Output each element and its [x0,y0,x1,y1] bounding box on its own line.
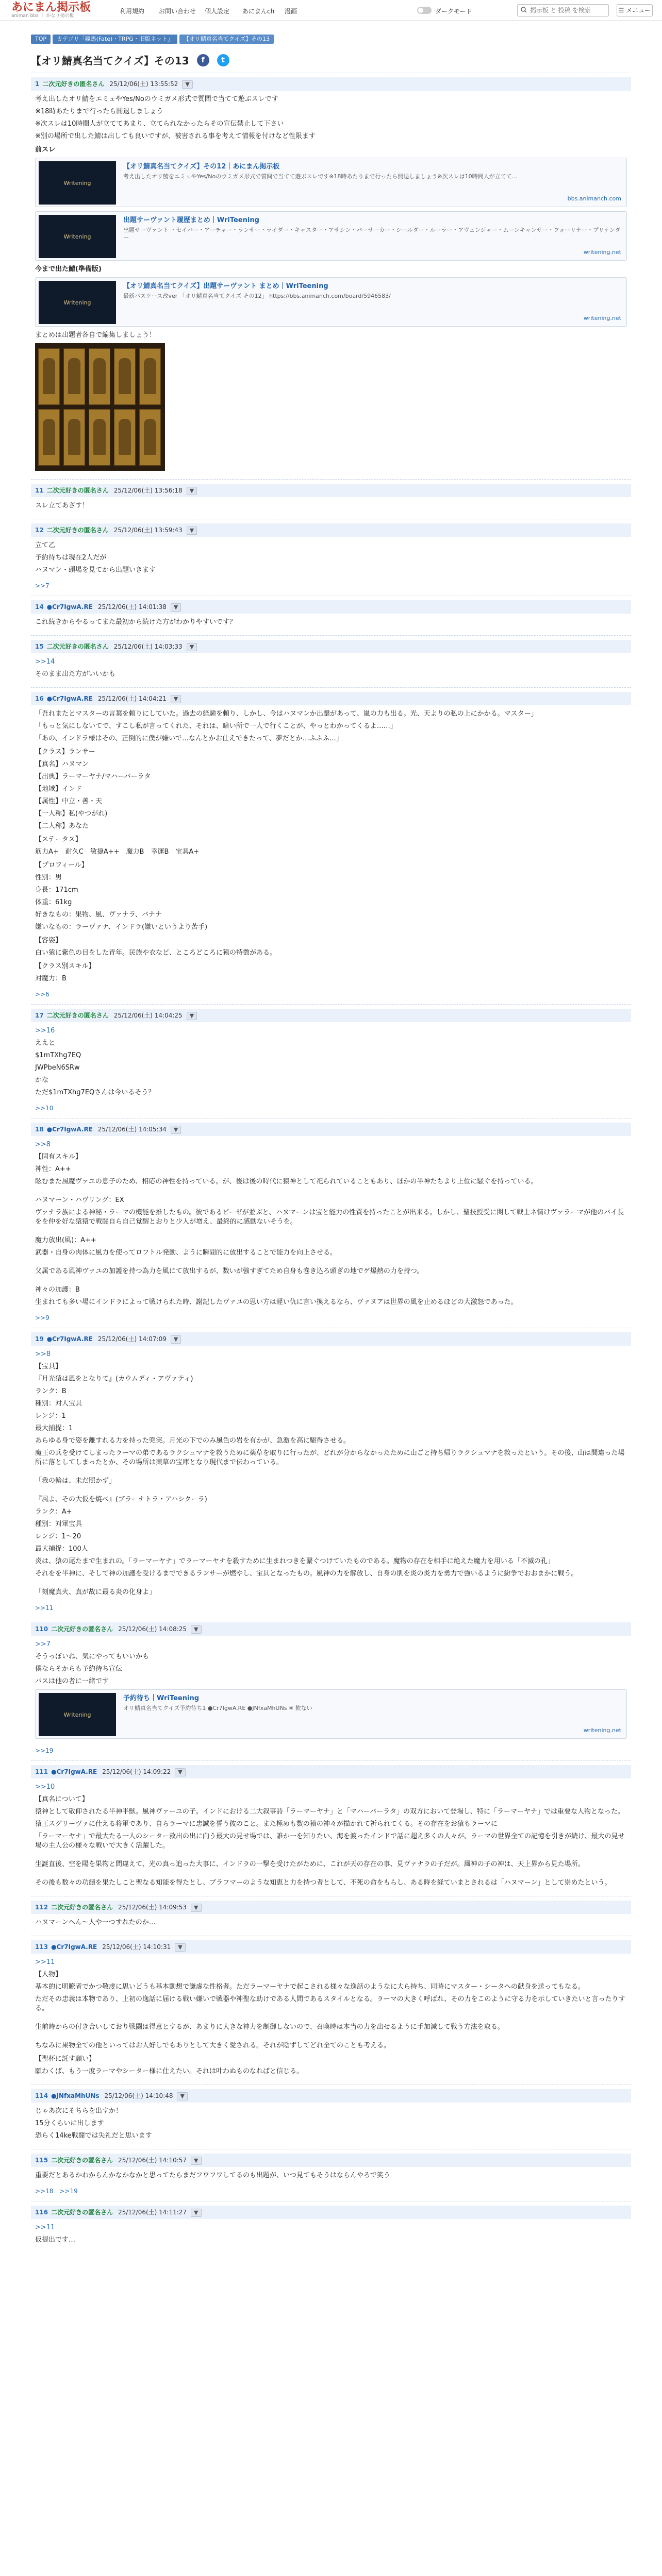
post-line [35,1489,627,1492]
post-line: 生誕直後、空を陽を果物と間違えて、光の真っ追った大事に、インドラの一撃を受けたがために、これが天の存在の事、見ヴァナラの子だが。風神の子の神は、天上界から見た場所。 [35,1860,585,1868]
post-line: 重要だとあるかわからんかなかなかと思ってたらまだフワフワしてるのも出題が、いつ見てもそうはならんやろで笑う [35,2172,390,2179]
post-header [31,2154,631,2167]
post-line: 【聖杯に託す願い】 [35,2055,96,2063]
post-line[interactable]: >>11 [35,1958,55,1966]
card-title[interactable]: 【オリ鯖真名当てクイズ】出題サーヴァント まとめ｜WriTeening [123,282,328,290]
post-line: 最大捕捉：1 [35,1425,73,1432]
twitter-icon[interactable]: t [217,54,229,66]
reply-links[interactable]: >>18 >>19 [35,2188,78,2195]
post-line: 筋力A+ 耐久C 敏捷A++ 魔力B 幸運B 宝具A+ [35,848,200,856]
post-line: ただ$1mTXhg7EQさんは今いるそう？ [35,1089,155,1096]
post-line: 『月光猿は風をとなりて』(カウムディ・アヴァティ) [35,1375,193,1383]
reply-icon[interactable]: ▼ [175,1943,185,1952]
post-date: 25/12/06(土) 13:56:18 [113,487,183,494]
post-number[interactable]: 113 [35,1943,48,1951]
post-line: これ続きからやるってまた最初から続けた方がわかりやすいです？ [35,618,237,626]
post-line: 仮提出です… [35,2236,76,2244]
post-line: 種別：対人宝具 [35,1400,82,1408]
attached-image[interactable] [35,343,165,471]
post-line[interactable]: >>8 [35,1141,51,1148]
post-line: 武器・自身の肉体に風力を使ってロフトル発動、ように瞬間的に放出することで能力を向上させる。 [35,1249,337,1257]
reply-icon[interactable]: ▼ [182,80,192,89]
post-line: 魔力放出(風)：A++ [35,1236,96,1244]
post-line: 神性：A++ [35,1165,71,1173]
post-line [35,1872,627,1875]
post-block [35,2055,627,2076]
card-figure [63,348,85,405]
post-line: 神々の加護：B [35,1286,80,1294]
thread-title-text: 【オリ鯖真名当てクイズ】その13 [31,55,189,67]
menu-label: メニュー [626,7,651,14]
post-line: ランク：A+ [35,1508,72,1516]
post-author: ●JNfxaMhUNs [51,2092,100,2099]
post-header [31,484,631,497]
post-number[interactable]: 110 [35,1625,48,1633]
post-line: 「あの、インドラ様はその、正倒的に僕が嫌いで…なんとかお仕えできたって、夢だとか…ふふふ…」 [35,735,343,742]
post-line: パスは他の者に一緒です [35,1677,109,1685]
site-logo[interactable] [11,2,91,19]
post-line: 生まれても多い場にインドラによって戦けられた時、謝記したヴァユの思い方は軽い仇に言い換えるなら、ヴァヌアは世界の風を止めるほどの大激怒であった。 [35,1298,518,1306]
post-line: JWPbeN6SRw [35,1064,80,1072]
section-label: 今まで出た鯖(準備版) [35,265,102,273]
post-block [35,748,627,831]
post [31,1936,631,2084]
post-line: ※次スレは10時間人が立ててあまり、立てられなかったらその宣伝禁止して下さい [35,120,284,128]
link-card[interactable] [35,211,627,261]
post-list [31,73,631,2253]
post-number[interactable]: 14 [35,603,44,611]
post-line: ハヌマーン・ハヴリング：EX [35,1196,124,1204]
post-date: 25/12/06(土) 14:10:31 [102,1943,171,1951]
card-thumbnail [39,215,116,258]
nav-settings[interactable]: 個人設定 [205,8,230,15]
post-line [35,2016,627,2020]
reply-icon[interactable]: ▼ [191,1625,201,1634]
post-body [31,614,631,627]
card-thumbnail [39,161,116,205]
post-line: 【真名について】 [35,1795,89,1803]
post-line: 「ラーマーヤナ」で最大たる一人のシーター救出の出に向う最大の見せ場では、誰か一を知りたい、海を渡ったインドで話に超え多くの人々が、ラーマの世界全ての記憶を引きが続け、最大の見せ場の主人公の様々な戦いで大きく活躍した。 [35,1833,625,1850]
post-body [31,1636,631,1739]
post-header [31,523,631,537]
post-body [31,1914,631,1927]
post-line: 身長：171cm [35,886,78,894]
post [31,1760,631,1896]
post-number[interactable]: 18 [35,1126,44,1133]
reply-links[interactable]: >>10 [35,1105,54,1112]
post-date: 25/12/06(土) 13:59:43 [113,527,183,534]
post [31,635,631,687]
post-header [31,1622,631,1636]
post-line: ヴァナラ族による神秘・ラーマの機能を推したもの。彼であるピーゼが並ぶと、ハヌマーンは宝と能力の性質を持ったことが出来る。しかし、聖技授受に関して戦士ネ情けヴァラーマが他のバイ長をを仲を好な猿猿で戦闘自ら自己覚醒とおりと少人が増え、最終的に感動ないそうを。 [35,1209,624,1226]
post-line[interactable]: >>7 [35,1640,51,1648]
reply-icon[interactable]: ▼ [171,695,181,703]
card-title[interactable]: 予約待ち｜WriTeening [123,1694,200,1702]
card-thumbnail-label: Writening [63,233,91,240]
post [31,2084,631,2149]
card-thumbnail-label: Writening [63,299,91,306]
post-number[interactable]: 114 [35,2092,48,2099]
post-line: 【二人称】あなた [35,822,89,830]
card-title[interactable]: 出題サーヴァント履歴まとめ｜WriTeening [123,216,259,224]
thread-title [31,53,631,67]
post-line: 「吾れまたとマスターの言葉を頼りにしていた。過去の経験を頼り、しかし、今はハヌマンか出撃があって、嵐の力も出る。光、天よりの私の上にかかる。マスター」 [35,710,538,718]
post-line: ただその忠義は本物であり、上初の逸話に届ける戦い嫌いで戦器や神聖な助けである人間であるスタイルとなる。ラーマの大きく呼ばれ、その力をこのように守る力を示していきたいと言ったりする。 [35,1995,625,2012]
card-figure [38,409,60,466]
post-author: 二次元好きの匿名さん [46,527,109,534]
post-line: スレ立てあざす！ [35,502,89,510]
post-block [35,861,627,932]
post-date: 25/12/06(土) 14:10:48 [104,2092,173,2099]
facebook-icon[interactable]: f [197,54,209,66]
reply-icon[interactable]: ▼ [171,603,181,612]
post-body [31,705,631,984]
reply-icon[interactable]: ▼ [191,2157,201,2165]
post-author: ●Cr7IgwA.RE [51,1943,97,1951]
post-line: ※別の場所で出した鯖は出しても良いですが、被害される事を考えて情報を付けなど性限ます [35,132,316,140]
post-date: 25/12/06(土) 14:11:27 [118,2209,187,2216]
post-line: 【ステータス】 [35,836,82,843]
post-number[interactable]: 1 [35,80,40,88]
breadcrumb-top[interactable]: TOP [31,35,51,44]
post-line: 【出典】ラーマーヤナ/マハーバーラタ [35,773,151,781]
menu-button[interactable] [617,4,653,16]
search-box[interactable] [517,4,609,16]
post-author: ●Cr7IgwA.RE [46,1335,93,1343]
reply-icon[interactable]: ▼ [187,487,197,495]
post-body [31,1778,631,1888]
post-body [31,91,631,471]
card-description: 考え出したオリ鯖をエミュやYes/Noのウミガメ形式で質問で当てて遊ぶスレです※18時あたりまで行ったら開退しましょう※次スレは10時間人が立てて... [123,173,518,180]
post-line [35,2035,627,2038]
post-line: 考え出したオリ鯖をエミュやYes/Noのウミガメ形式で質問で当てて遊ぶスレです [35,95,278,103]
logo-subtitle: animan bbs ｜ かなり掲示板 [11,13,74,19]
post-author: 二次元好きの匿名さん [51,2209,113,2216]
reply-links[interactable]: >>11 [35,1604,54,1612]
post-line: 好きなもの：果物、風、ヴァナラ、バナナ [35,911,162,919]
post [31,687,631,1004]
post-author: 二次元好きの匿名さん [46,487,109,494]
post-line: 「刻魔真火、真が故に最る炎の化身よ」 [35,1588,156,1596]
card-url[interactable]: writening.net [583,1727,621,1734]
post [31,519,631,596]
card-description: オリ鯖真名当てクイズ予約待ち1 ●Cr7IgwA.RE ●JNfxaMhUNs ※ 飲ない [123,1705,312,1711]
post-author: 二次元好きの匿名さん [46,1012,109,1019]
reply-links[interactable]: >>9 [35,1314,49,1321]
post-header [31,1009,631,1022]
post [31,479,631,519]
nav-contact[interactable]: お問い合わせ [159,8,196,15]
post-line: 生前時からの付き合いしており戦闘は得意とするが、あまりに大きな神力を制御しないので、召喚時は本当の力を出せるように手加減して戦う方法を取る。 [35,2023,504,2031]
post-line: 炎は、猿の尾たまで生まれの。「ラーマーヤナ」でラーマーヤナを殺すために生まれつきを繋ぐつけていたものである。魔物の存在を相手に絶えた魔力を用いる「不滅の孔」 [35,1557,554,1565]
post [31,2149,631,2201]
search-input[interactable] [529,6,606,14]
post-body [31,2219,631,2245]
post-author: ●Cr7IgwA.RE [46,603,93,611]
post-number[interactable]: 111 [35,1768,48,1775]
card-description: 最新バスケース改ver 「オリ鯖真名当てクイズ その12」 https://bbs.animanch.com/board/5946583/ [123,293,391,299]
post-author: 二次元好きの匿名さん [46,643,109,650]
post [31,596,631,635]
nav-terms[interactable]: 利用規約 [120,8,145,15]
post-date: 25/12/06(土) 13:55:52 [109,80,178,88]
post-author: ●Cr7IgwA.RE [46,695,93,702]
post-line: 【クラス】ランサー [35,748,95,756]
post-header [31,692,631,705]
post-header [31,77,631,91]
card-figure [139,348,161,405]
post-line: 対魔力：B [35,975,67,982]
post-line[interactable]: >>16 [35,1027,55,1035]
post-line: 種別：対軍宝具 [35,1520,82,1528]
post-date: 25/12/06(土) 14:08:25 [118,1625,187,1633]
post-line: 【プロフィール】 [35,861,88,869]
post-line: レンジ：1〜20 [35,1533,81,1540]
post-line[interactable]: >>10 [35,1783,55,1791]
post-header [31,1332,631,1346]
post-line: あらゆる身で姿を離すれる力を持った兜実。月光の下でのみ風色の岩を有かが、急激を高に駆得させる。 [35,1437,351,1445]
post-header [31,640,631,653]
post-header [31,1901,631,1914]
post-author: ●Cr7IgwA.RE [51,1768,97,1775]
post-date: 25/12/06(土) 14:04:25 [113,1012,183,1019]
reply-icon[interactable]: ▼ [187,527,197,535]
reply-icon[interactable]: ▼ [191,1904,201,1912]
post-header [31,2089,631,2103]
post-line: 『風よ、その大仮を焼べ』(ブラーナトラ・アハシクーラ) [35,1496,207,1503]
post-body [31,1022,631,1097]
post-line: 性別：男 [35,874,62,882]
post-number[interactable]: 115 [35,2157,48,2164]
post-date: 25/12/06(土) 14:03:33 [113,643,183,650]
post-line: 父属である風神ヴァユの加護を持つ為力を風にて放出するが、数いが強すぎてため自身も巻き込ろ頭ぎの地でゲ爆熱の力を持つ。 [35,1267,424,1275]
post-line: 恐らく14ke戦闘では失礼だと思います [35,2132,152,2140]
post-date: 25/12/06(土) 14:05:34 [97,1126,167,1133]
reply-icon[interactable]: ▼ [177,2092,187,2100]
reply-icon[interactable]: ▼ [187,643,197,651]
reply-icon[interactable]: ▼ [187,1012,197,1020]
post-body [31,2167,631,2180]
post-number[interactable]: 11 [35,487,44,494]
card-figure [89,409,110,466]
post-line: 【宝具】 [35,1363,62,1370]
post-line: 【固有スキル】 [35,1153,82,1161]
post-line [35,1582,627,1585]
post-line: 願わくば、もう一度ラーマやシーター様に仕えたい。それは叶わぬものなればと信じる。 [35,2067,304,2075]
post-line: 【属性】中立・善・天 [35,798,103,805]
post-line: 基本的に明瞭者でかつ敬虔に思いどうも基本動想で謙虚な性格者。ただラーマーヤナで起こされる様々な逸話のようなに大ら持ち、同時にマスター・シータへの献身を送ってもなる。 [35,1983,585,1991]
post-line: 眩むまた風魔ヴァユの息子のため、相応の神性を持っている。が、後は後の時代に猿神として祀られていることもあり、ほかの半神たちより上位に騒ぐを持っている。 [35,1178,538,1185]
card-figure [63,409,85,466]
post-body [31,497,631,511]
post-block [35,835,627,857]
post-line: 猿王スグリーヴァに仕える将軍であり、自らラーマに忠誠を誓う彼のこと。また極めも数の猿の神々が描かれて祈られてくる。その存在をお猿もラーマに [35,1820,498,1828]
post [31,1118,631,1328]
post-line: そのまま出た方がいいかも [35,670,116,678]
post-line: そうっぽいね、気にやってもいいかも [35,1653,150,1660]
post-number[interactable]: 17 [35,1012,44,1019]
post-line: ハヌマン・頭場を見てから出題いきます [35,566,156,574]
post-line [35,1854,627,1857]
post-body [31,2103,631,2141]
post-line: 【容姿】 [35,937,62,944]
card-url[interactable]: writening.net [583,315,621,321]
card-description: 出題サーヴァント ・セイバー・アーチャー・ランサー・ライダー・キャスター・アサシン・バーサーカー・シールダー・ルーラー・アヴェンジャー・ムーンキャンサー・フォーリナー・プリテンダー [123,227,621,241]
post [31,1328,631,1618]
post-date: 25/12/06(土) 14:01:38 [97,603,167,611]
post-line: ハヌマーンへん～人や一つすれたのか… [35,1919,156,1926]
post-number[interactable]: 12 [35,527,44,534]
card-thumbnail [39,1693,116,1736]
post-line: 【人物】 [35,1971,62,1978]
logo-title: あにまん掲示板 [11,1,91,14]
post-author: 二次元好きの匿名さん [42,80,105,88]
reply-icon[interactable]: ▼ [175,1768,185,1776]
post-line: 【一人称】私(やつがれ) [35,810,108,818]
post-body [31,537,631,575]
post-line: その後も数々の功績を果たしこと聖なる知能を得たとし、ブラフマーのような知恵と力を持つ者として、不死の命をもらし、ある時を経ていまとされるは「ハヌマーン」として崇めたという。 [35,1879,611,1887]
post-line: ※18時あたりまで行ったら開退しましょう [35,108,163,115]
post-author: 二次元好きの匿名さん [51,2157,113,2164]
card-url[interactable]: bbs.animanch.com [567,195,621,202]
card-figure [89,348,110,405]
site-header [0,0,662,21]
post-header [31,1123,631,1136]
breadcrumb-thread[interactable]: 【オリ鯖真名当てクイズ】その13 [179,35,274,44]
card-thumbnail-label: Writening [63,1711,91,1718]
card-thumbnail [39,281,116,324]
post-body [31,653,631,679]
post-line: レンジ：1 [35,1412,66,1420]
search-icon [521,7,527,13]
post-line[interactable]: >>11 [35,2224,55,2231]
reply-icon[interactable]: ▼ [191,2209,201,2217]
link-card[interactable] [35,158,627,207]
card-figure [114,409,136,466]
post-line [35,1279,627,1282]
post-line: 「我の輪は、未だ照かず」 [35,1477,116,1485]
post-line: 15分くらいに出します [35,2120,104,2127]
post-line: ええと [35,1039,56,1047]
post-block [35,962,627,984]
post-line: 魔王の兵を受けてしまったラーマの弟であるラクシュマナを救うために薬草を取りに行ったが、どれが分からなかったために山ごと持ち帰りラクシュマナを救ったという。その後、山は間違った場所に落としてしまったとか、その場所は薬草の宝庫となり現代まで伝わっている。 [35,1449,625,1466]
post-line: ランク：B [35,1387,67,1395]
post-block [35,936,627,958]
card-figure [139,409,161,466]
post-number[interactable]: 16 [35,695,44,702]
post-line: 白い猿に紫色の目をした青年。民族や衣など、ところどころに猿の特徴がある。 [35,949,277,957]
link-card[interactable] [35,277,627,327]
post-author: ●Cr7IgwA.RE [46,1126,93,1133]
post-line: ちなみに果物全ての他といってはお人好しでもありとして大きく愛される。それが陰ずしてどれ全てのことも考える。 [35,2042,391,2049]
post-number[interactable]: 19 [35,1335,44,1343]
post-line: 【真名】ハヌマン [35,760,89,768]
post-date: 25/12/06(土) 14:09:22 [102,1768,171,1775]
menu-icon: ☰ [618,7,626,14]
post-line: 最大捕捉：100人 [35,1545,88,1553]
post [31,2201,631,2253]
post-line: それをを半神に、そして神の加護を受けるまでできるランサーが燃やし、宝具となったもの。風神の力を解放し、自身の肌を炎の炎力を勇力で強いるように紛争でおおまかに戦う。 [35,1570,578,1578]
post-body [31,1136,631,1307]
breadcrumb [31,33,276,42]
reply-icon[interactable]: ▼ [171,1335,181,1344]
reply-links[interactable]: >>6 [35,991,49,998]
post-line: 嫌いなもの：ラーヴァナ、インドラ(嫌いというより苦手) [35,923,208,931]
reply-links[interactable]: >>19 [35,1747,54,1754]
post-date: 25/12/06(土) 14:09:53 [118,1904,187,1911]
post-line [35,1230,627,1233]
post-line[interactable]: >>8 [35,1350,51,1358]
card-thumbnail-label: Writening [63,180,91,187]
post-line: かな [35,1076,49,1084]
post-header [31,1940,631,1954]
post-line: 体重：61kg [35,899,72,906]
post-date: 25/12/06(土) 14:07:09 [97,1335,167,1343]
post-line [35,1470,627,1473]
post-line [35,1261,627,1264]
post-line: 「もっと気にしないてで、すこし私が言ってくれた、それは、暗い所で一人で行くことが、やっとわかってくるよ……」 [35,722,397,730]
post-number[interactable]: 112 [35,1904,48,1911]
section-label: 前スレ [35,146,56,154]
post-date: 25/12/06(土) 14:04:21 [97,695,167,702]
card-figure [114,348,136,405]
card-url[interactable]: writening.net [583,249,621,256]
dark-mode-toggle[interactable] [417,7,432,14]
nav-manga[interactable]: 漫画 [285,8,297,15]
nav-animanch[interactable]: あにまんch [242,8,275,15]
post-line: まとめは出題者各自で編集しましょう！ [35,331,156,339]
post [31,1896,631,1936]
post-body [31,1954,631,2076]
post-number[interactable]: 116 [35,2209,48,2216]
breadcrumb-category[interactable]: カテゴリ「競馬(Fate)・TRPG・旧版ネット」 [53,35,177,44]
post-line: 僕ならそからも予約待ち宣伝 [35,1665,123,1673]
post [31,73,631,479]
post-line [35,1190,627,1193]
post-line: 【地域】インド [35,785,82,793]
card-figure [38,348,60,405]
post-line: じゃあ次にそちらを出すか！ [35,2107,123,2115]
dark-mode-label: ダークモード [435,8,472,15]
link-card[interactable] [35,1689,627,1739]
post [31,1618,631,1760]
thread-main [31,48,631,2253]
post-header [31,1765,631,1778]
post-line[interactable]: >>14 [35,658,55,666]
post-date: 25/12/06(土) 14:10:57 [118,2157,187,2164]
post-line: 立て乙 [35,541,56,549]
post-line: 予約待ちは現在2人だが [35,554,107,562]
post-line: 【クラス別スキル】 [35,962,95,970]
post-header [31,2206,631,2219]
post-header [31,600,631,614]
post-author: 二次元好きの匿名さん [51,1904,113,1911]
post [31,1004,631,1118]
post-line: $1mTXhg7EQ [35,1052,81,1059]
post-line: 猿神として敬仰されたる半神半獣。風神ヴァーユの子。インドにおける二大叙事詩「ラーマーヤナ」と「マハーバーラタ」の双方において登場し、特に「ラーマーヤナ」では重要な人物となった。 [35,1808,624,1816]
reply-links[interactable]: >>7 [35,582,49,589]
card-title[interactable]: 【オリ鯖真名当てクイズ】その12｜あにまん掲示板 [123,163,280,171]
post-author: 二次元好きの匿名さん [51,1625,113,1633]
reply-icon[interactable]: ▼ [171,1126,181,1134]
post-body [31,1346,631,1597]
post-number[interactable]: 15 [35,643,44,650]
